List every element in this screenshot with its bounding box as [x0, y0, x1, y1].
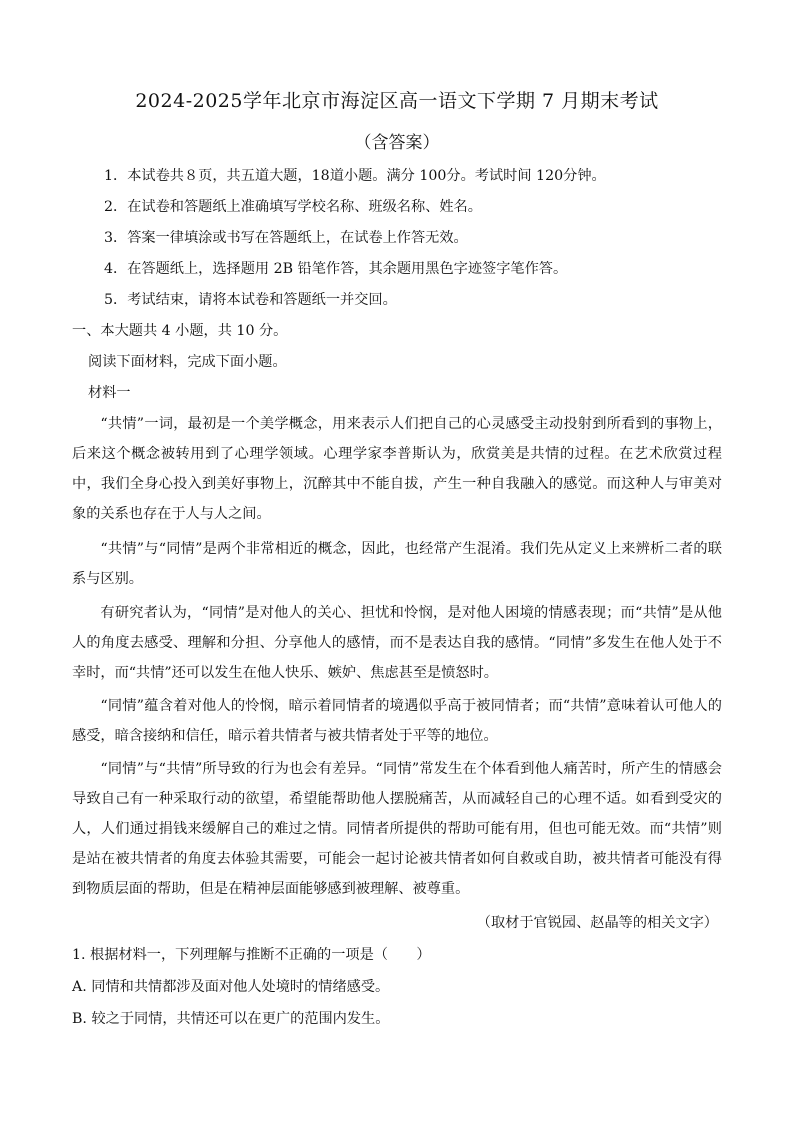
paragraph: “共情”与“同情”是两个非常相近的概念，因此，也经常产生混淆。我们先从定义上来辨析二者的联系与区别。 — [72, 541, 722, 587]
instruction-item: 1．本试卷共８页，共五道大题，18道小题。满分 100分。考试时间 120分钟。 — [104, 168, 606, 184]
paragraph: “共情”一词，最初是一个美学概念，用来表示人们把自己的心灵感受主动投射到所看到的事物上，后来这个概念被转用到了心理学领域。心理学家李普斯认为，欣赏美是共情的过程。在艺术欣赏过程中，我们全身心投入到美好事物上，沉醉其中不能自拔，产生一种自我融入的感觉。而这种人与审美对象的关系也存在于人与人之间。 — [72, 416, 722, 522]
question-option: A. 同情和共情都涉及面对他人处境时的情绪感受。 — [72, 979, 390, 995]
page-subtitle: （含答案） — [354, 133, 440, 153]
instruction-item: 3．答案一律填涂或书写在答题纸上，在试卷上作答无效。 — [104, 230, 468, 246]
question-option: B. 较之于同情，共情还可以在更广的范围内发生。 — [72, 1011, 390, 1027]
paragraph: “同情”蕴含着对他人的怜悯，暗示着同情者的境遇似乎高于被同情者；而“共情”意味着认可他人的感受，暗含接纳和信任，暗示着共情者与被共情者处于平等的地位。 — [72, 698, 722, 744]
paragraph: 有研究者认为，“同情”是对他人的关心、担忧和怜悯，是对他人困境的情感表现；而“共情”是从他人的角度去感受、理解和分担、分享他人的感情，而不是表达自我的感情。“同情”多发生在他人处于不幸时，而“共情”还可以发生在他人快乐、嫉妒、焦虑甚至是愤怒时。 — [72, 605, 722, 681]
question-stem: 1. 根据材料一，下列理解与推断不正确的一项是（ ） — [72, 947, 431, 963]
section-heading: 一、本大题共 4 小题，共 10 分。 — [72, 323, 288, 339]
instruction-item: 5．考试结束，请将本试卷和答题纸一并交回。 — [104, 292, 397, 308]
source-note: （取材于官锐园、赵晶等的相关文字） — [476, 915, 718, 931]
instruction-item: 4．在答题纸上，选择题用 2B 铅笔作答，其余题用黑色字迹签字笔作答。 — [104, 261, 568, 277]
reading-prompt: 阅读下面材料，完成下面小题。 — [88, 354, 287, 370]
instruction-item: 2．在试卷和答题纸上准确填写学校名称、班级名称、姓名。 — [104, 199, 482, 215]
page-title: 2024-2025学年北京市海淀区高一语文下学期 7 月期末考试 — [135, 90, 659, 112]
paragraph: “同情”与“共情”所导致的行为也会有差异。“同情”常发生在个体看到他人痛苦时，所产生的情感会导致自己有一种采取行动的欲望，希望能帮助他人摆脱痛苦，从而减轻自己的心理不适。如看到受灾的人，人们通过捐钱来缓解自己的难过之情。同情者所提供的帮助可能有用，但也可能无效。而“共情”则是站在被共情者的角度去体验其需要，可能会一起讨论被共情者如何自救或自助，被共情者可能没有得到物质层面的帮助，但是在精神层面能够感到被理解、被尊重。 — [72, 761, 722, 897]
material-label: 材料一 — [88, 385, 131, 401]
